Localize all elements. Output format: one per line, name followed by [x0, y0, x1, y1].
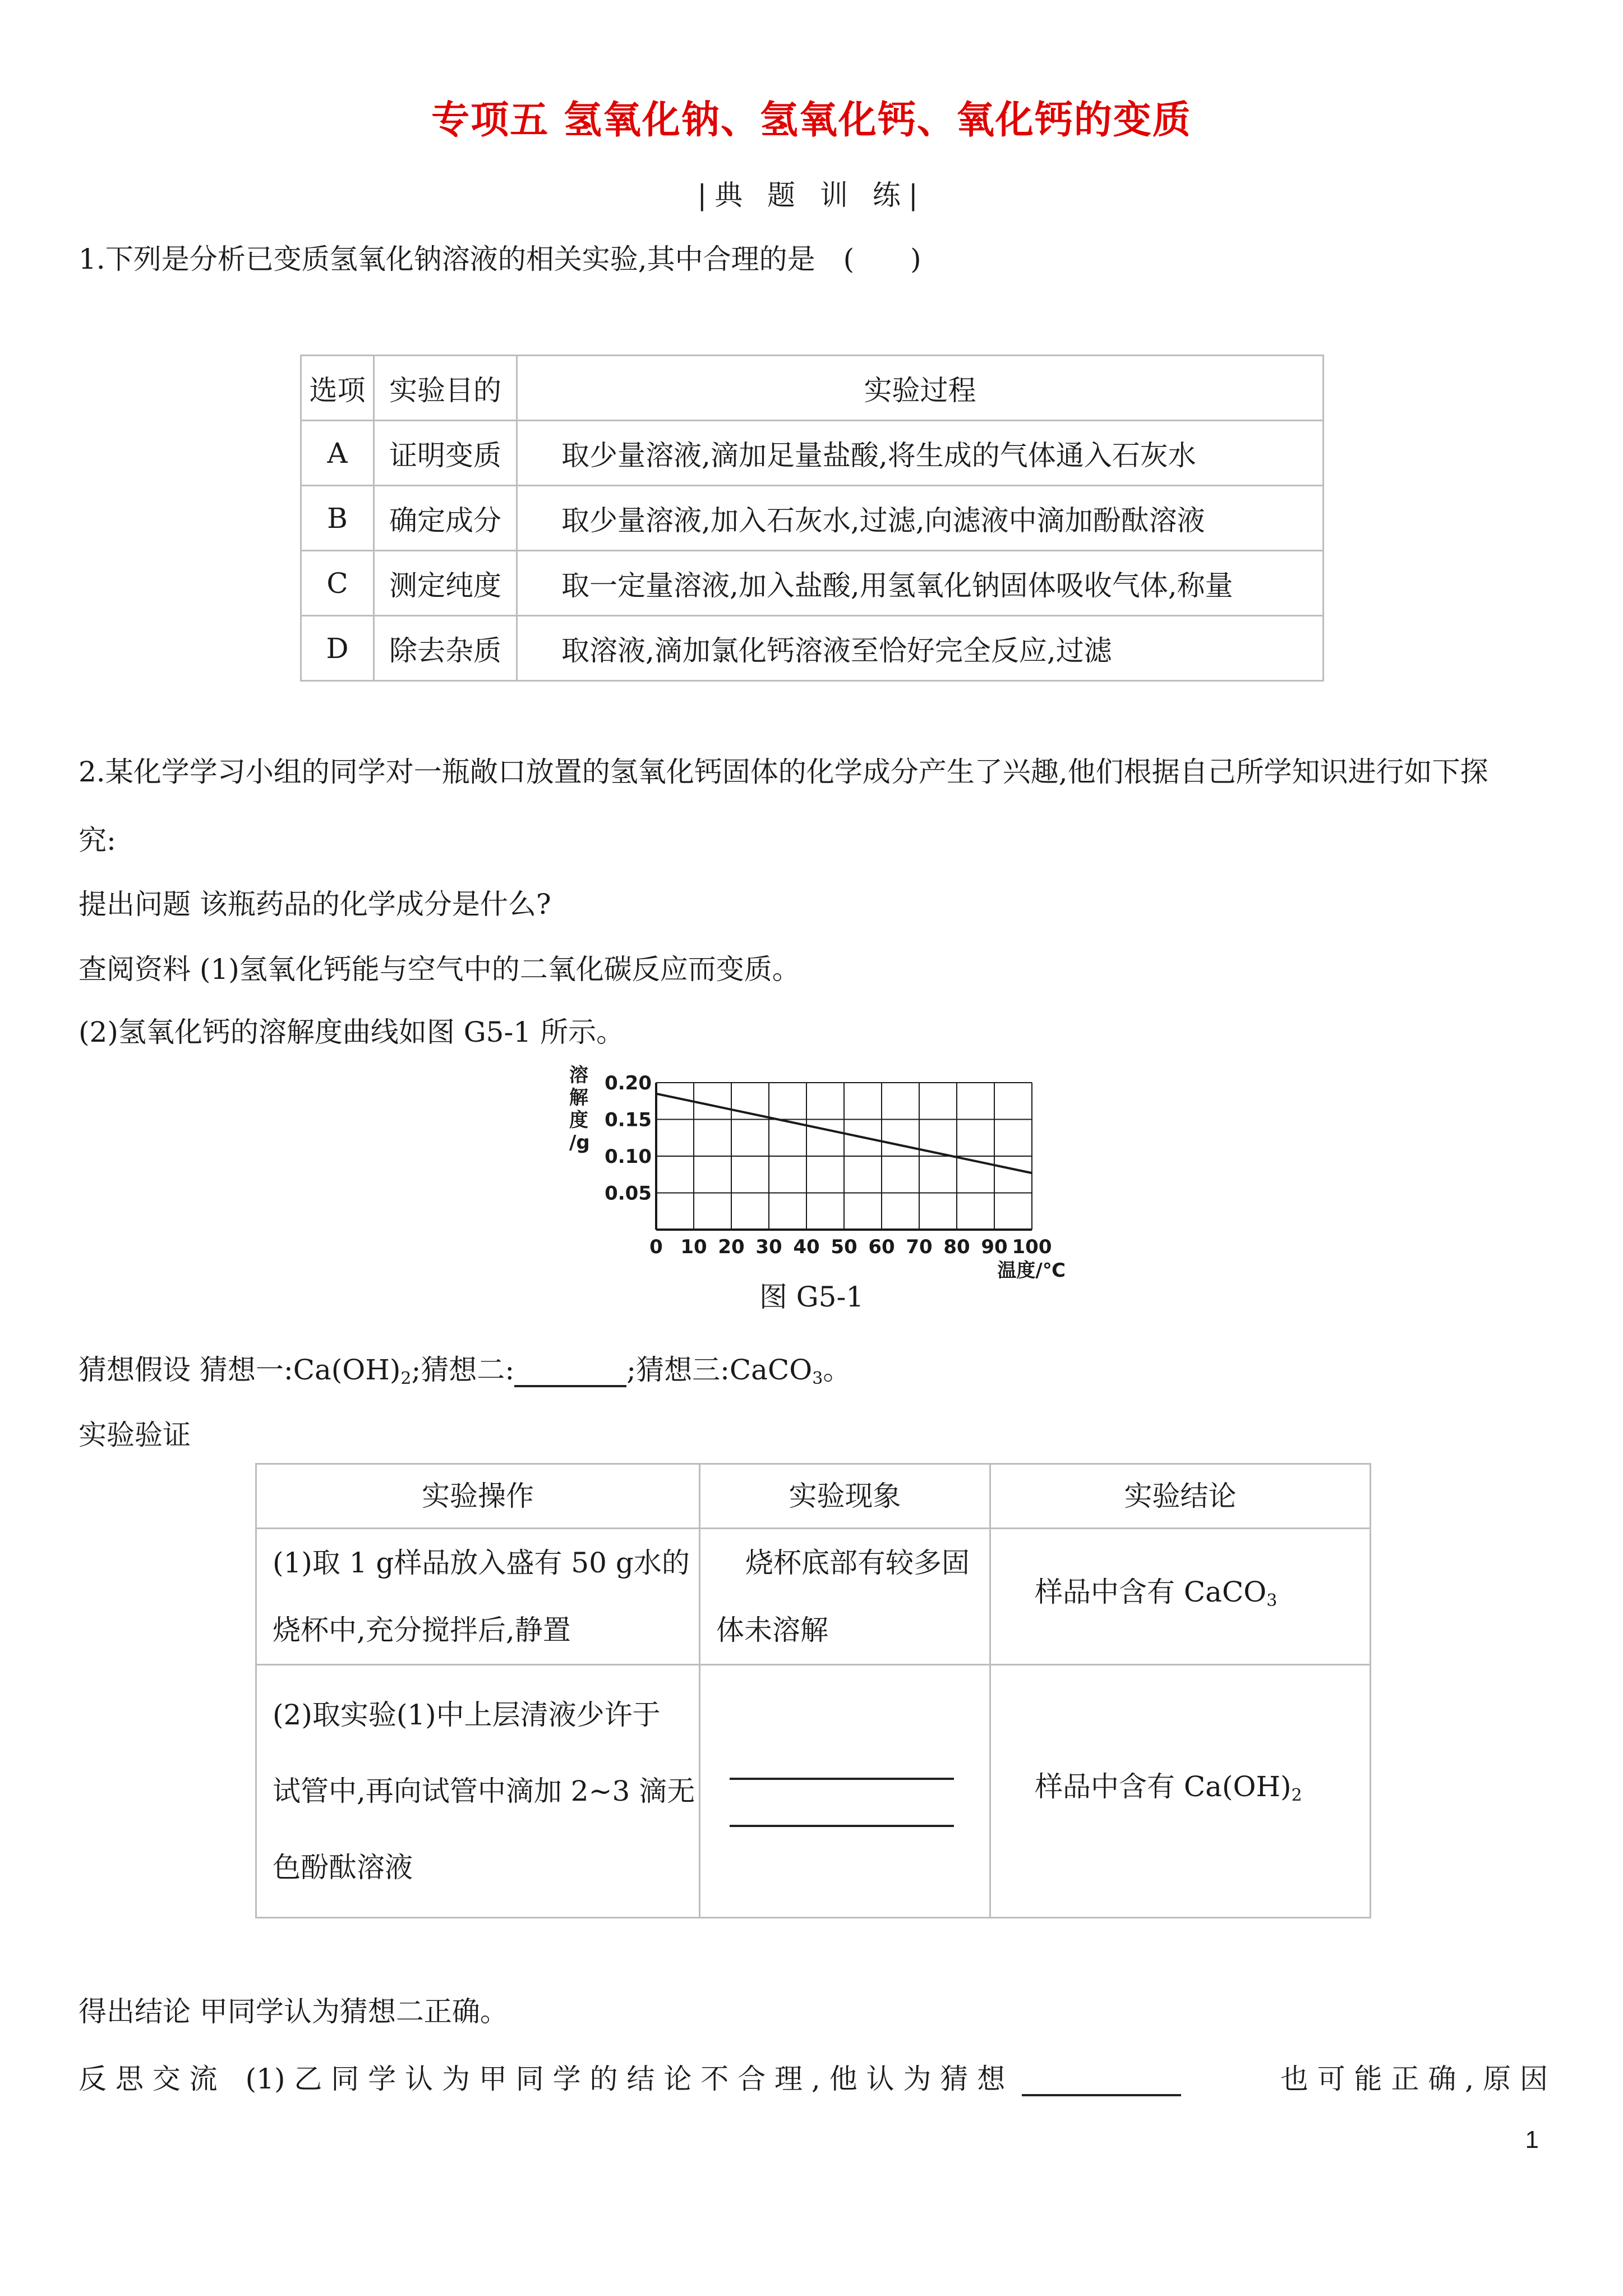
figure-caption: 图 G5-1 — [759, 1281, 864, 1313]
x-tick-label: 0 — [649, 1236, 663, 1258]
table-row — [256, 1529, 1371, 1665]
reference-1: 查阅资料 (1)氢氧化钙能与空气中的二氧化碳反应而变质。 — [79, 953, 800, 986]
y-tick-label: 0.10 — [605, 1145, 652, 1168]
cell-line: 试管中,再向试管中滴加 2~3 滴无 — [273, 1775, 695, 1807]
question-1-text: 1.下列是分析已变质氢氧化钠溶液的相关实验,其中合理的是 ( ) — [79, 243, 921, 275]
question-2-intro: 2.某化学学习小组的同学对一瓶敞口放置的氢氧化钙固体的化学成分产生了兴趣,他们根据自己所学知识进行如下探 — [79, 756, 1488, 788]
conclusion-line: 得出结论 甲同学认为猜想二正确。 — [79, 1995, 508, 2028]
cell-line: 色酚酞溶液 — [273, 1851, 413, 1884]
purpose-cell: 证明变质 — [374, 421, 517, 486]
x-tick-label: 80 — [943, 1236, 970, 1258]
reference-2: (2)氢氧化钙的溶解度曲线如图 G5-1 所示。 — [79, 1016, 625, 1048]
table-header-row — [256, 1464, 1371, 1529]
y-axis-label-char: 度 — [569, 1109, 588, 1131]
page-number: 1 — [1525, 2126, 1539, 2154]
y-tick-label: 0.15 — [605, 1108, 652, 1131]
cell-text: 样品中含有 Ca(OH) — [1035, 1770, 1292, 1803]
solubility-chart-svg — [561, 1059, 1077, 1283]
y-axis-label-char: 溶 — [569, 1064, 588, 1087]
option-cell: A — [301, 421, 374, 486]
raise-question: 提出问题 该瓶药品的化学成分是什么? — [79, 888, 551, 921]
reflection-text: 也 可 能 正 确 , 原 因 — [1280, 2063, 1548, 2095]
subscript: 2 — [1291, 1786, 1302, 1805]
table-row — [301, 486, 1324, 551]
hypothesis-text: 。 — [823, 1354, 851, 1386]
question-2-intro-cont: 究: — [79, 824, 116, 857]
x-tick-label: 50 — [831, 1236, 857, 1258]
subscript: 3 — [1266, 1591, 1278, 1611]
x-tick-label: 100 — [1012, 1236, 1052, 1258]
cell-line: 烧杯中,充分搅拌后,静置 — [273, 1614, 571, 1646]
experiment-table — [255, 1463, 1371, 1918]
phenomenon-cell — [700, 1665, 990, 1918]
process-cell: 取溶液,滴加氯化钙溶液至恰好完全反应,过滤 — [517, 616, 1324, 681]
cell-text: 样品中含有 CaCO — [1035, 1576, 1267, 1608]
reflection-text: 反 思 交 流 (1) 乙 同 学 认 为 甲 同 学 的 结 论 不 合 理 , 他 认 为 猜 想 — [79, 2063, 1006, 2095]
y-axis-label-char: /g — [569, 1131, 590, 1154]
table-header-cell: 实验结论 — [990, 1464, 1371, 1529]
section-label: |典 题 训 练| — [697, 179, 926, 211]
purpose-cell: 除去杂质 — [374, 616, 517, 681]
purpose-cell: 确定成分 — [374, 486, 517, 551]
reflection-line — [79, 2062, 1548, 2096]
cell-line: (2)取实验(1)中上层清液少许于 — [273, 1699, 661, 1731]
conclusion-cell — [990, 1665, 1371, 1918]
question-1-table — [300, 355, 1324, 682]
purpose-cell: 测定纯度 — [374, 551, 517, 616]
x-tick-label: 20 — [718, 1236, 745, 1258]
hypothesis-line — [79, 1353, 851, 1389]
reflection-blank[interactable] — [1022, 2064, 1181, 2096]
table-header-cell: 实验操作 — [256, 1464, 700, 1529]
page-title: 专项五 氢氧化钠、氢氧化钙、氧化钙的变质 — [431, 98, 1192, 142]
table-row — [256, 1665, 1371, 1918]
table-row — [301, 616, 1324, 681]
option-cell: C — [301, 551, 374, 616]
cell-line: 体未溶解 — [716, 1614, 828, 1646]
phenomenon-blank-1[interactable] — [730, 1755, 954, 1780]
cell-line: (1)取 1 g样品放入盛有 50 g水的 — [273, 1547, 690, 1579]
operation-cell — [256, 1665, 700, 1918]
solubility-chart — [561, 1059, 1077, 1286]
table-header-cell: 实验过程 — [517, 356, 1324, 421]
subscript: 2 — [400, 1369, 412, 1388]
y-tick-label: 0.05 — [605, 1182, 652, 1205]
table-header-cell: 实验目的 — [374, 356, 517, 421]
verify-heading: 实验验证 — [79, 1419, 191, 1451]
x-tick-label: 90 — [981, 1236, 1008, 1258]
option-cell: D — [301, 616, 374, 681]
process-cell: 取少量溶液,加入石灰水,过滤,向滤液中滴加酚酞溶液 — [517, 486, 1324, 551]
hypothesis-text: ;猜想三:CaCO — [626, 1354, 813, 1386]
phenomenon-blank-2[interactable] — [730, 1780, 954, 1827]
x-tick-label: 10 — [680, 1236, 707, 1258]
x-tick-label: 60 — [868, 1236, 895, 1258]
table-row — [301, 551, 1324, 616]
process-cell: 取少量溶液,滴加足量盐酸,将生成的气体通入石灰水 — [517, 421, 1324, 486]
process-cell: 取一定量溶液,加入盐酸,用氢氧化钠固体吸收气体,称量 — [517, 551, 1324, 616]
table-header-cell: 实验现象 — [700, 1464, 990, 1529]
cell-line: 烧杯底部有较多固 — [745, 1547, 970, 1579]
operation-cell — [256, 1529, 700, 1665]
conclusion-cell — [990, 1529, 1371, 1665]
table-header-row — [301, 356, 1324, 421]
hypothesis-text: 猜想假设 猜想一:Ca(OH) — [79, 1354, 401, 1386]
table-row — [301, 421, 1324, 486]
option-cell: B — [301, 486, 374, 551]
y-axis-label-char: 解 — [569, 1087, 588, 1109]
hypothesis-2-blank[interactable] — [514, 1355, 626, 1387]
x-tick-label: 40 — [793, 1236, 820, 1258]
phenomenon-cell — [700, 1529, 990, 1665]
hypothesis-text: ;猜想二: — [411, 1354, 515, 1386]
x-tick-label: 30 — [755, 1236, 782, 1258]
x-axis-label: 温度/℃ — [997, 1259, 1066, 1282]
subscript: 3 — [812, 1369, 823, 1388]
x-tick-label: 70 — [906, 1236, 933, 1258]
y-tick-label: 0.20 — [605, 1072, 652, 1094]
table-header-cell: 选项 — [301, 356, 374, 421]
